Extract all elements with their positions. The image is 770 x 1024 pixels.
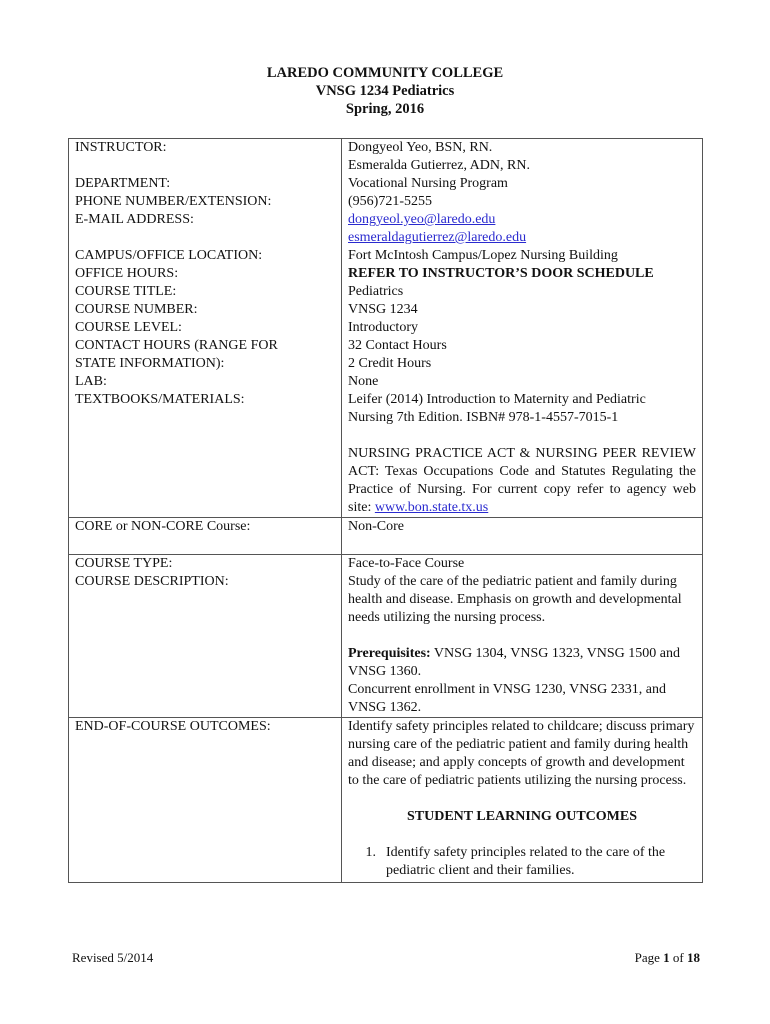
table-row [69,718,703,883]
blank-line [75,157,335,175]
contact-hours-label-2: STATE INFORMATION): [75,356,225,371]
department-label: DEPARTMENT: [75,176,171,191]
instructor-name-1: Dongyeol Yeo, BSN, RN. [348,140,493,155]
course-number-value: VNSG 1234 [348,302,418,317]
value-cell [342,139,703,518]
label-cell [69,555,342,718]
npa-text: NURSING PRACTICE ACT & NURSING PEER REVIEW ACT: Texas Occupations Code and Statutes Regulating the Practice of Nursing. For current copy refer to agency web site: [348,446,696,515]
page-number [635,950,700,966]
prerequisites-text: VNSG 1304, VNSG 1323, VNSG 1500 and VNSG 1360. [348,646,680,679]
prerequisites-label: Prerequisites: [348,646,431,661]
nursing-practice-act [348,445,696,517]
contact-hours-label-1: CONTACT HOURS (RANGE FOR [75,338,278,353]
slo-heading: STUDENT LEARNING OUTCOMES [406,809,637,824]
slo-text: Identify safety principles related to the care of the pediatric client and their families. [386,845,666,878]
course-heading: VNSG 1234 Pediatrics [315,83,455,99]
course-level-label: COURSE LEVEL: [75,320,182,335]
table-row [69,555,703,718]
campus-value: Fort McIntosh Campus/Lopez Nursing Building [348,248,618,263]
course-title-value: Pediatrics [348,284,404,299]
lab-label: LAB: [75,374,107,389]
course-level-value: Introductory [348,320,418,335]
textbook-line-1: Leifer (2014) Introduction to Maternity and Pediatric [348,392,646,407]
prerequisites [348,645,696,681]
course-title-label: COURSE TITLE: [75,284,177,299]
outcomes-text: Identify safety principles related to childcare; discuss primary nursing care of the pediatric patient and family during health and disease; and apply concepts of growth and development to the care of pediatric patients utilizing the nursing process. [348,719,695,788]
email-link-2[interactable]: esmeraldagutierrez@laredo.edu [348,230,527,245]
of-word: of [669,950,687,965]
page-current: 1 [663,950,670,965]
textbook-line-2: Nursing 7th Edition. ISBN# 978-1-4557-7015-1 [348,410,619,425]
term-heading: Spring, 2016 [345,101,425,117]
table-row [69,139,703,518]
outcomes-label: END-OF-COURSE OUTCOMES: [69,718,342,883]
credit-hours-value: 2 Credit Hours [348,356,432,371]
list-item [348,844,696,880]
revised-date: Revised 5/2014 [72,950,154,965]
concurrent-enrollment: Concurrent enrollment in VNSG 1230, VNSG 2331, and VNSG 1362. [348,682,666,715]
instructor-label: INSTRUCTOR: [75,140,167,155]
lab-value: None [348,374,379,389]
college-name: LAREDO COMMUNITY COLLEGE [266,65,504,81]
email-link-1[interactable]: dongyeol.yeo@laredo.edu [348,212,496,227]
phone-value: (956)721-5255 [348,194,432,209]
core-value: Non-Core [342,518,703,555]
textbooks-label: TEXTBOOKS/MATERIALS: [75,392,245,407]
blank-line [75,229,335,247]
department-value: Vocational Nursing Program [348,176,508,191]
page-total: 18 [687,950,700,965]
value-cell [342,718,703,883]
table-row [69,518,703,555]
email-label: E-MAIL ADDRESS: [75,212,194,227]
course-description-text: Study of the care of the pediatric patient and family during health and disease. Emphasis on growth and developmental needs utilizing the nursing process. [348,574,682,625]
value-cell [342,555,703,718]
core-label: CORE or NON-CORE Course: [69,518,342,555]
bon-website-link[interactable]: www.bon.state.tx.us [374,500,489,515]
course-number-label: COURSE NUMBER: [75,302,198,317]
instructor-name-2: Esmeralda Gutierrez, ADN, RN. [348,158,530,173]
phone-label: PHONE NUMBER/EXTENSION: [75,194,272,209]
syllabus-info-table [68,138,703,883]
label-cell [69,139,342,518]
course-type-value: Face-to-Face Course [348,556,465,571]
document-header [0,64,770,118]
office-hours-value: REFER TO INSTRUCTOR’S DOOR SCHEDULE [348,266,654,281]
page-word: Page [634,950,664,965]
campus-label: CAMPUS/OFFICE LOCATION: [75,248,263,263]
contact-hours-value: 32 Contact Hours [348,338,447,353]
course-description-label: COURSE DESCRIPTION: [75,574,229,589]
office-hours-label: OFFICE HOURS: [75,266,179,281]
course-type-label: COURSE TYPE: [75,556,173,571]
slo-number: 1. [365,845,376,860]
